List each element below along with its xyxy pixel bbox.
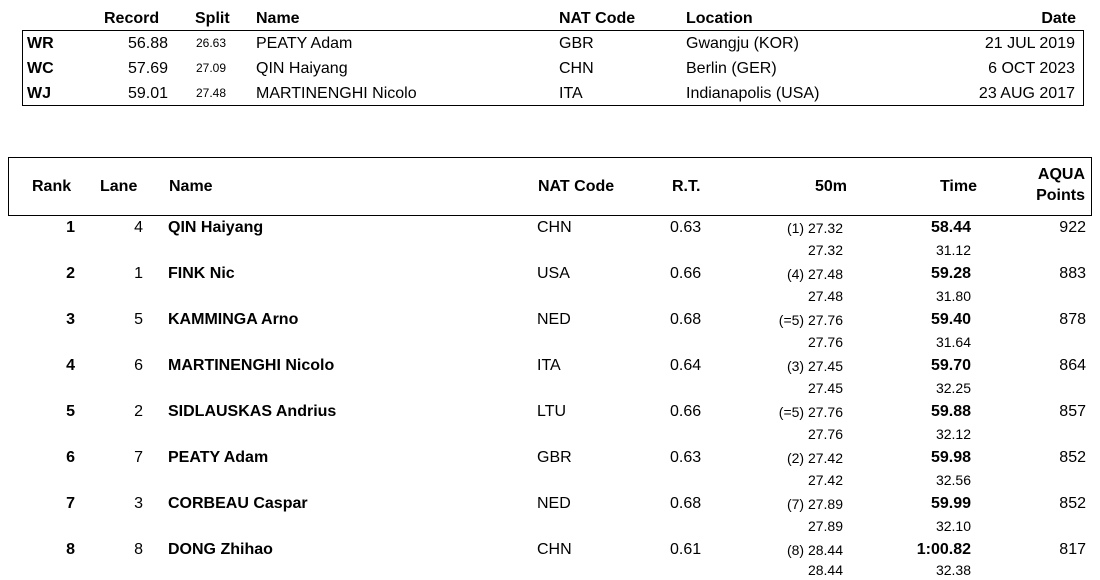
result-reaction-time: 0.63 xyxy=(670,449,702,466)
result-reaction-time: 0.61 xyxy=(670,541,702,558)
result-name: QIN Haiyang xyxy=(168,219,264,236)
result-second-split: 31.80 xyxy=(935,288,971,304)
result-reaction-time: 0.66 xyxy=(670,403,702,420)
result-nat-code: NED xyxy=(537,311,571,328)
result-row xyxy=(0,401,1100,447)
result-second-split: 32.25 xyxy=(935,380,971,396)
result-time: 1:00.82 xyxy=(916,541,971,558)
result-reaction-time: 0.63 xyxy=(670,219,702,236)
result-lane: 3 xyxy=(134,495,143,512)
result-50m-cumulative: 28.44 xyxy=(807,562,843,578)
record-location: Gwangju (KOR) xyxy=(686,35,799,52)
result-aqua-points: 817 xyxy=(1059,541,1086,558)
result-rank: 6 xyxy=(66,449,75,466)
results-header-nat: NAT Code xyxy=(538,178,615,195)
results-header-rank: Rank xyxy=(32,178,72,195)
results-header-50m: 50m xyxy=(814,178,847,195)
result-time: 59.98 xyxy=(930,449,971,466)
record-holder-name: PEATY Adam xyxy=(256,35,353,52)
results-header xyxy=(8,157,1092,216)
result-second-split: 32.12 xyxy=(935,426,971,442)
result-time: 59.70 xyxy=(930,357,971,374)
results-header-rt: R.T. xyxy=(672,178,701,195)
result-row xyxy=(0,309,1100,355)
result-lane: 6 xyxy=(134,357,143,374)
result-second-split: 31.64 xyxy=(935,334,971,350)
results-header-points-line2: Points xyxy=(1036,187,1085,204)
result-reaction-time: 0.66 xyxy=(670,265,702,282)
result-time: 59.88 xyxy=(930,403,971,420)
record-date: 21 JUL 2019 xyxy=(984,35,1075,52)
record-code: WJ xyxy=(27,85,51,102)
results-header-points-line1: AQUA xyxy=(1037,166,1085,183)
result-name: CORBEAU Caspar xyxy=(168,495,308,512)
result-time: 59.99 xyxy=(930,495,971,512)
record-time: 57.69 xyxy=(127,60,168,77)
result-50m-split: (=5) 27.76 xyxy=(778,312,843,328)
result-50m-split: (=5) 27.76 xyxy=(778,404,843,420)
record-split: 27.48 xyxy=(196,86,227,100)
results-header-time: Time xyxy=(939,178,977,195)
result-50m-split: (2) 27.42 xyxy=(786,450,843,466)
record-split: 27.09 xyxy=(196,61,227,75)
record-location: Indianapolis (USA) xyxy=(686,85,820,102)
result-nat-code: NED xyxy=(537,495,571,512)
records-table xyxy=(22,30,1084,106)
result-50m-cumulative: 27.42 xyxy=(807,472,843,488)
record-code: WR xyxy=(27,35,54,52)
record-date: 6 OCT 2023 xyxy=(988,60,1075,77)
result-rank: 7 xyxy=(66,495,75,512)
result-name: MARTINENGHI Nicolo xyxy=(168,357,335,374)
record-nat-code: GBR xyxy=(559,35,594,52)
result-lane: 5 xyxy=(134,311,143,328)
records-header-split: Split xyxy=(195,10,230,27)
result-row xyxy=(0,493,1100,539)
result-nat-code: ITA xyxy=(537,357,561,374)
record-nat-code: CHN xyxy=(559,60,594,77)
result-aqua-points: 883 xyxy=(1059,265,1086,282)
result-50m-split: (7) 27.89 xyxy=(786,496,843,512)
result-aqua-points: 922 xyxy=(1059,219,1086,236)
result-lane: 8 xyxy=(134,541,143,558)
record-time: 59.01 xyxy=(127,85,168,102)
record-nat-code: ITA xyxy=(559,85,583,102)
result-reaction-time: 0.64 xyxy=(670,357,702,374)
result-reaction-time: 0.68 xyxy=(670,495,702,512)
result-time: 58.44 xyxy=(930,219,971,236)
result-aqua-points: 864 xyxy=(1059,357,1086,374)
result-50m-cumulative: 27.76 xyxy=(807,426,843,442)
result-name: KAMMINGA Arno xyxy=(168,311,299,328)
record-row-wj xyxy=(23,81,1083,106)
result-row xyxy=(0,217,1100,263)
records-header-nat: NAT Code xyxy=(559,10,636,27)
result-row xyxy=(0,539,1100,580)
record-split: 26.63 xyxy=(196,36,227,50)
result-row xyxy=(0,263,1100,309)
result-rank: 2 xyxy=(66,265,75,282)
result-nat-code: USA xyxy=(537,265,570,282)
result-reaction-time: 0.68 xyxy=(670,311,702,328)
result-row xyxy=(0,355,1100,401)
record-time: 56.88 xyxy=(127,35,168,52)
result-lane: 2 xyxy=(134,403,143,420)
result-50m-split: (8) 28.44 xyxy=(786,542,843,558)
record-code: WC xyxy=(27,60,54,77)
records-header-location: Location xyxy=(686,10,753,27)
result-aqua-points: 857 xyxy=(1059,403,1086,420)
result-name: SIDLAUSKAS Andrius xyxy=(168,403,337,420)
result-second-split: 32.56 xyxy=(935,472,971,488)
result-time: 59.28 xyxy=(930,265,971,282)
result-nat-code: CHN xyxy=(537,219,572,236)
results-header-lane: Lane xyxy=(100,178,138,195)
records-header-record: Record xyxy=(104,10,160,27)
result-aqua-points: 878 xyxy=(1059,311,1086,328)
result-row xyxy=(0,447,1100,493)
result-lane: 4 xyxy=(134,219,143,236)
result-second-split: 31.12 xyxy=(935,242,971,258)
records-header-name: Name xyxy=(256,10,300,27)
record-holder-name: QIN Haiyang xyxy=(256,60,348,77)
result-50m-cumulative: 27.76 xyxy=(807,334,843,350)
record-row-wr xyxy=(23,31,1083,56)
results-header-name: Name xyxy=(169,178,213,195)
result-nat-code: GBR xyxy=(537,449,572,466)
result-50m-cumulative: 27.48 xyxy=(807,288,843,304)
result-aqua-points: 852 xyxy=(1059,495,1086,512)
result-50m-cumulative: 27.32 xyxy=(807,242,843,258)
result-name: FINK Nic xyxy=(168,265,235,282)
result-second-split: 32.38 xyxy=(935,562,971,578)
result-50m-split: (3) 27.45 xyxy=(786,358,843,374)
result-50m-split: (4) 27.48 xyxy=(786,266,843,282)
record-location: Berlin (GER) xyxy=(686,60,777,77)
record-date: 23 AUG 2017 xyxy=(978,85,1075,102)
result-name: PEATY Adam xyxy=(168,449,269,466)
result-second-split: 32.10 xyxy=(935,518,971,534)
result-time: 59.40 xyxy=(930,311,971,328)
records-header-date: Date xyxy=(1041,10,1076,27)
result-rank: 1 xyxy=(66,219,75,236)
result-rank: 4 xyxy=(66,357,75,374)
result-lane: 1 xyxy=(134,265,143,282)
result-50m-split: (1) 27.32 xyxy=(786,220,843,236)
record-row-wc xyxy=(23,56,1083,81)
record-holder-name: MARTINENGHI Nicolo xyxy=(256,85,417,102)
result-nat-code: CHN xyxy=(537,541,572,558)
result-rank: 3 xyxy=(66,311,75,328)
result-lane: 7 xyxy=(134,449,143,466)
result-name: DONG Zhihao xyxy=(168,541,273,558)
result-aqua-points: 852 xyxy=(1059,449,1086,466)
result-50m-cumulative: 27.89 xyxy=(807,518,843,534)
result-rank: 5 xyxy=(66,403,75,420)
result-rank: 8 xyxy=(66,541,75,558)
result-50m-cumulative: 27.45 xyxy=(807,380,843,396)
result-nat-code: LTU xyxy=(537,403,567,420)
